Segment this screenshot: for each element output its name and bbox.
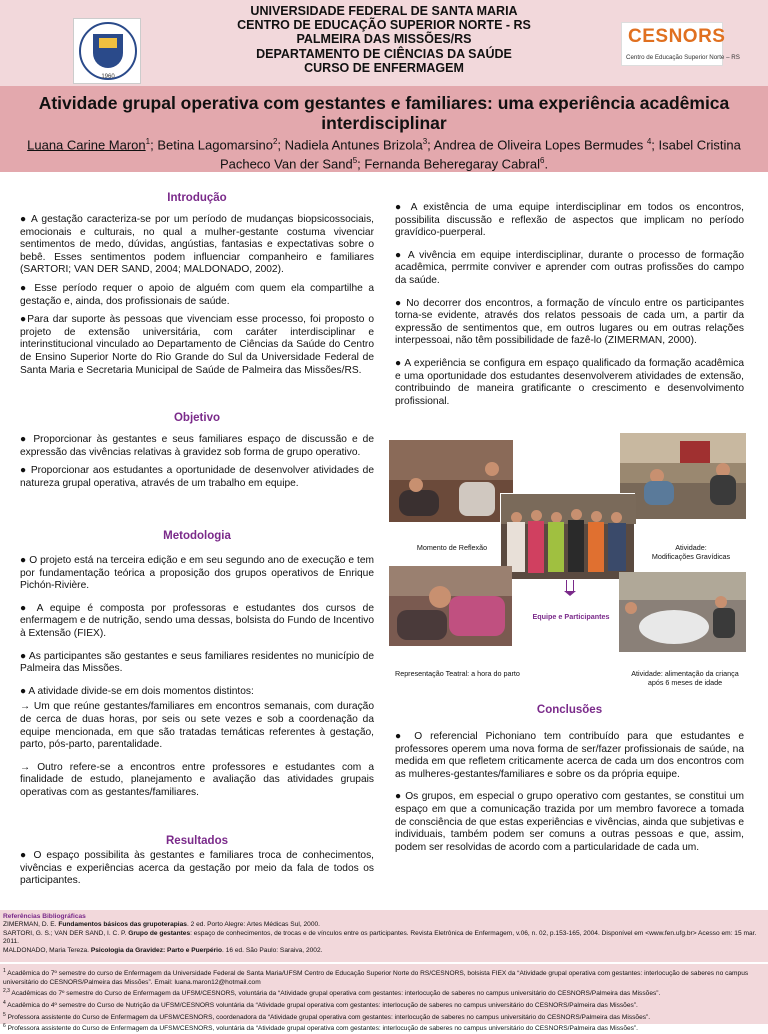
author-name: ; Nadiela Antunes Brizola	[277, 137, 423, 153]
footnote-sup: 6	[3, 1023, 6, 1030]
conclusoes-text	[395, 731, 744, 860]
reference-title: Psicologia da Gravidez: Parto e Puerpério	[90, 946, 223, 954]
authors-line	[10, 134, 758, 173]
section-heading-objetivo: Objetivo	[173, 412, 220, 424]
paragraph: ● A vivência em equipe interdisciplinar, durante o processo de formação acadêmica, perrmite conviver e aprender com outras profissões do campo da saúde.	[395, 249, 744, 286]
author-sup: 6	[539, 156, 545, 166]
caption-alimentacao	[620, 669, 750, 687]
institution-block	[150, 4, 618, 75]
footnote-sup: 2,3	[3, 988, 10, 995]
photo-momento-reflexao	[389, 440, 513, 522]
cesnors-logo	[621, 22, 740, 66]
paragraph: ● A experiência se configura em espaço qualificado da formação acadêmica e uma oportunidade dos estudantes desenvolverem atividades de extensão, contribuindo de maneira gratificante o crescimento e desenvolvimento profissional.	[395, 357, 744, 407]
reference-text: SARTORI, G. S.; VAN DER SAND, I. C. P.	[3, 929, 129, 937]
footnote-text: Acadêmicas do 7º semestre do Curso de Enfermagem da UFSM/CESNORS, voluntária da “Atividade grupal operativa com gestantes: interlocução de saberes no campus universitário do CESNORS/Palmeira das Missões”.	[9, 990, 661, 998]
footnote	[3, 1011, 765, 1023]
paragraph: ● A atividade divide-se em dois momentos distintos:	[20, 685, 254, 697]
resultados-text	[20, 850, 374, 894]
cesnors-logo-word: CESNORS	[628, 26, 726, 47]
reference-text: MALDONADO, Maria Tereza.	[3, 946, 91, 954]
paragraph: ● A gestação caracteriza-se por um período de mudanças biopsicossociais, emocionais e culturais, no qual a mulher-gestante costuma vivenciar sentimentos de medo, dúvidas, angústias, fantasias e expectativas sobre o bebê. Esses sentimentos podem influenciar companheiro e familiares (SARTORI; VAN DER SAND, 2004; MALDONADO, 2002).	[20, 214, 374, 276]
institution-line: UNIVERSIDADE FEDERAL DE SANTA MARIA	[250, 4, 518, 18]
reference-title: Grupo de gestantes	[128, 929, 191, 937]
caption-line: Atividade: alimentação da criança	[631, 669, 739, 678]
author-name: ; Betina Lagomarsino	[150, 137, 273, 153]
institution-line: CURSO DE ENFERMAGEM	[304, 60, 464, 75]
footnotes-block	[0, 964, 768, 1033]
author-name: Luana Carine Maron	[27, 137, 146, 153]
section-heading-conclusoes: Conclusões	[536, 704, 603, 716]
photo-equipe-participantes	[500, 493, 635, 580]
author-name: ; Andrea de Oliveira Lopes Bermudes	[427, 137, 647, 153]
paragraph: ● O referencial Pichoniano tem contribuído para que estudantes e professores operem uma nova forma de ser/fazer profissionais de saúde, na medida em que refletem criticamente acerca de cada um dos encontros com as mulheres-gestantes/familiares e sobre os da própria equipe.	[395, 731, 744, 780]
cesnors-logo-sub: Centro de Educação Superior Norte – RS	[626, 54, 740, 61]
paragraph: ● Esse período requer o apoio de alguém com quem ela compartilhe a gestação e, ainda, dos profissionais de saúde.	[20, 282, 374, 307]
ufsm-logo-year: 1960	[101, 74, 115, 80]
footnote-text: Acadêmica do 7º semestre do curso de Enfermagem da Universidade Federal de Santa Maria/UFSM Centro de Educação Superior Norte do RS/CESNORS, bolsista FIEX da “Atividade grupal operativa com gestantes: interlocução de saberes no campus universitário do CESNORS/Palmeira das Missões”. Email: luana.maron12@hotmail.com	[3, 970, 749, 986]
references-heading: Referências Bibliográficas	[3, 913, 86, 920]
poster-title: Atividade grupal operativa com gestantes e familiares: uma experiência acadêmica interdisciplinar	[38, 93, 730, 133]
author-name: ; Isabel Cristina Pacheco Van der Sand	[219, 137, 741, 172]
footnote-text: Professora assistente do Curso de Enfermagem da UFSM/CESNORS, coordenadora da “Atividade grupal operativa com gestantes: interlocução de saberes no campus universitário do CESNORS/Palmeira das Missões”.	[5, 1013, 651, 1021]
caption-line: Modificações Gravídicas	[651, 552, 731, 561]
authors-end: .	[544, 156, 549, 172]
paragraph: ●Para dar suporte às pessoas que vivenciam esse processo, foi proposto o projeto de extensão universitária, com caráter interdisciplinar e interinstitucional vinculado ao Departamento de Ciências da Saúde do Centro de Ensino Superior Norte do Rio Grande do Sul da Universidade Federal de Santa Maria e Secretaria Municipal de Saúde de Palmeira das Missões/RS.	[20, 314, 374, 376]
paragraph: ● O espaço possibilita às gestantes e familiares troca de conhecimentos, vivências e experiências acerca da gestação por meio da fala de todos os participantes.	[20, 850, 374, 887]
footnote-sup: 5	[3, 1011, 6, 1018]
paragraph: ● A equipe é composta por professoras e estudantes dos cursos de enfermagem e de nutrição, sendo uma dessas, bolsista do Fundo de Incentivo à Extensão (FIEX).	[20, 602, 374, 639]
paragraph: ● Proporcionar aos estudantes a oportunidade de desenvolver atividades de natureza grupal operativa, através de um trabalho em equipe.	[20, 465, 374, 489]
caption-momento-reflexao: Momento de Reflexão	[416, 543, 488, 552]
paragraph: ● A existência de uma equipe interdisciplinar em todos os encontros, possibilita discussão e reflexão de aspectos que implicam no período gravídico-puerperal.	[395, 202, 744, 239]
metodologia-text	[20, 555, 374, 806]
paragraph: ● Proporcionar às gestantes e seus familiares espaço de discussão e de expressão das vivências relativas à gravidez sob forma de grupo operativo.	[20, 434, 374, 458]
reference-title: Fundamentos básicos das grupoterapias	[58, 921, 187, 929]
author-sup: 5	[352, 156, 358, 166]
caption-representacao-teatral: Representação Teatral: a hora do parto	[395, 669, 520, 678]
footnote	[3, 967, 765, 987]
paragraph: ● No decorrer dos encontros, a formação de vínculo entre os participantes torna-se evidente, através dos relatos pessoais de cada um, a partir da expressão de sentimentos que, em outros lugares ou em outras relações interpessoai, não têm possibilidade de fazê-lo (ZIMERMAN, 2000).	[395, 297, 744, 347]
section-heading-resultados: Resultados	[166, 835, 228, 847]
reference-item	[3, 930, 765, 947]
resultados-continued-text	[395, 202, 744, 414]
paragraph: ● Os grupos, em especial o grupo operativo com gestantes, se constitui um espaço em que a comunicação trazida por um membro favorece a tomada de consciência de que estas experiências e vivências, ainda que subjetivas e individuais, também podem ser comuns a outras pessoas e que, assim, podem ser resolvidas de acordo com a particularidade de cada um.	[395, 791, 744, 853]
author-sup: 1	[145, 137, 151, 146]
photo-representacao-teatral	[389, 566, 512, 646]
reference-text: . 2 ed. Porto Alegre: Artes Médicas Sul, 2000.	[186, 921, 320, 929]
footnote	[3, 987, 765, 999]
caption-line: após 6 meses de idade	[647, 678, 723, 687]
reference-text: ZIMERMAN, D. E.	[3, 921, 59, 929]
objetivo-text	[20, 434, 374, 496]
author-sup: 4	[646, 137, 652, 146]
caption-line: Atividade:	[675, 543, 707, 552]
paragraph: ● As participantes são gestantes e seus familiares residentes no município de Palmeira das Missões.	[20, 650, 374, 675]
institution-line: DEPARTAMENTO DE CIÊNCIAS DA SAÚDE	[256, 46, 512, 61]
footnote-text: Professora assistente do Curso de Enfermagem da UFSM/CESNORS, voluntária da “Atividade grupal operativa com gestantes: interlocução de saberes no campus universitário do CESNORS/Palmeira das Missões”.	[5, 1025, 638, 1033]
author-name: ; Fernanda Beheregaray Cabral	[357, 156, 540, 172]
paragraph: ● O projeto está na terceira edição e em seu segundo ano de execução e tem por fundamentação teórica a proposição dos grupos operativos de Enrique Pichón-Rivière.	[20, 555, 374, 592]
section-heading-introducao: Introdução	[167, 192, 227, 204]
paragraph: → Outro refere-se a encontros entre professores e estudantes com a finalidade de estudo, planejamento e avaliação das atividades grupais operativas com as gestantes/familiares.	[20, 761, 374, 798]
author-sup: 3	[422, 137, 428, 146]
caption-modificacoes-gravidicas	[636, 543, 746, 561]
author-sup: 2	[272, 137, 278, 146]
ufsm-logo	[73, 18, 141, 84]
institution-line: PALMEIRA DAS MISSÕES/RS	[296, 32, 472, 47]
paragraph: → Um que reúne gestantes/familiares em encontros semanais, com duração de cerca de duas horas, por seis ou sete vezes e sob a coordenação da equipe mencionada, em que são tratadas temáticas referentes à gestação, parto, pós-parto, parentalidade.	[20, 701, 374, 751]
section-heading-metodologia: Metodologia	[163, 530, 231, 542]
footnote-text: Acadêmica do 4º semestre do Curso de Nutrição da UFSM/CESNORS voluntária da “Atividade grupal operativa com gestantes: interlocução de saberes no campus universitário do CESNORS/Palmeira das Missões”.	[5, 1002, 638, 1010]
photo-modificacoes-gravidicas	[620, 433, 746, 519]
introducao-text	[20, 214, 374, 383]
footnote-sup: 1	[3, 968, 6, 974]
reference-item	[3, 947, 765, 955]
footnote	[3, 999, 765, 1011]
reference-text: . 16 ed. São Paulo: Saraiva, 2002.	[222, 946, 323, 954]
institution-line: CENTRO DE EDUCAÇÃO SUPERIOR NORTE - RS	[237, 18, 531, 33]
footnote-sup: 4	[3, 999, 6, 1006]
footnote	[3, 1022, 765, 1034]
reference-text: : espaço de conhecimentos, de trocas e de vínculos entre os participantes. Revista Eletrônica de Enfermagem, v.06, n. 02, p.153-165, 2004. Disponível em <www.fen.ufg.br> Acesso em: 15 mar. 2011.	[3, 929, 757, 946]
photo-alimentacao-crianca	[619, 572, 746, 652]
caption-equipe-participantes: Equipe e Participantes	[532, 612, 610, 621]
reference-item	[3, 921, 765, 929]
arrow-down-icon	[566, 580, 574, 592]
ufsm-shield-icon	[93, 34, 123, 68]
references-block	[0, 910, 768, 962]
